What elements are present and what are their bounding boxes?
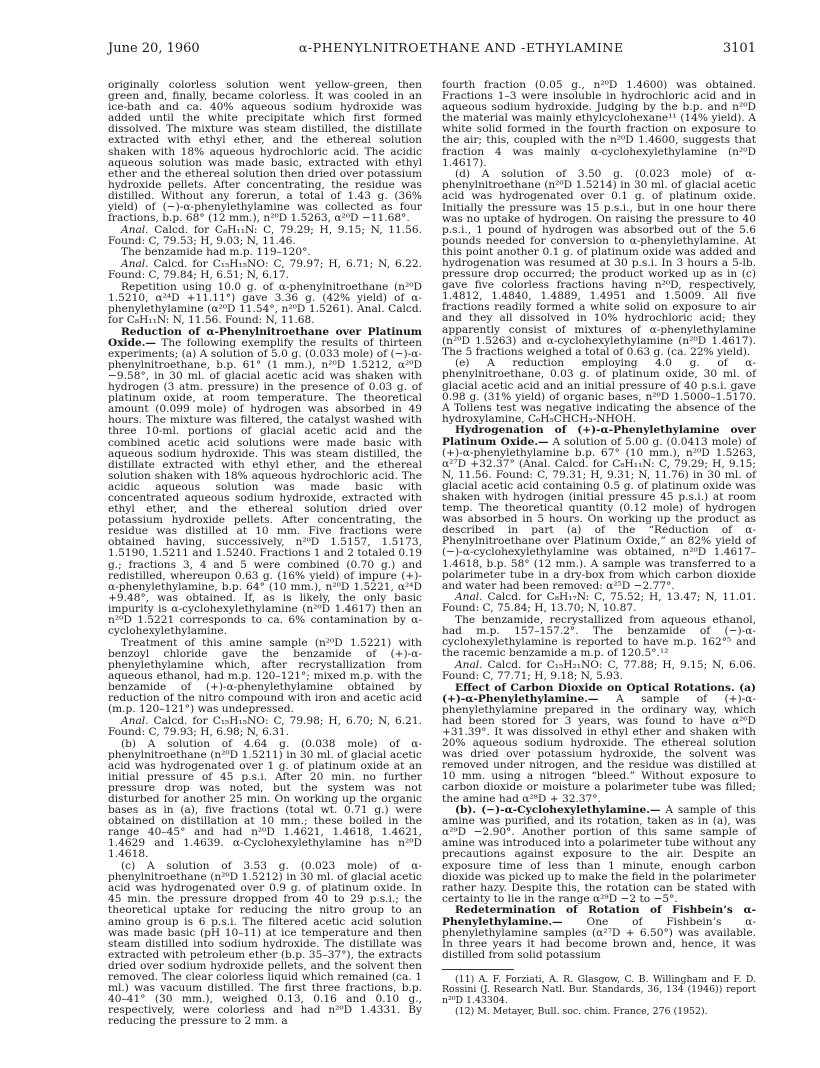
paragraph: Anal. Calcd. for C₁₅H₁₅NO: C, 79.97; H, 6.71; N, 6.22. Found: C, 79.84; H, 6.51; N, 6.17.	[108, 258, 422, 282]
section-paragraph: Effect of Carbon Dioxide on Optical Rotations. (a) (+)-α-Phenylethylamine.— A sample of (+)-α-phenylethylamine prepared in the ordinary way, which had been stored for 3 years, was found to have α²⁶D +31.39°. It was dissolved in ethyl ether and shaken with 20% aqueous sodium hydroxide. The ethereal solution was dried over potassium hydroxide, the solvent was removed under nitrogen, and the residue was distilled at 10 mm. using a nitrogen “bleed.” Without exposure to carbon dioxide or moisture a polarimeter tube was filled; the amine had α²⁸D + 32.37°.	[442, 681, 756, 805]
section-paragraph: Hydrogenation of (+)-α-Phenylethylamine over Platinum Oxide.— A solution of 5.00 g. (0.0413 mole) of (+)-α-phenylethylamine b.p. 67° (10 mm.), n²⁰D 1.5263, α²⁷D +32.37° (Anal. Calcd. for C₈H₁₁N: C, 79.29; H, 9.15; N, 11.56. Found: C, 79.31; H, 9.31; N, 11.76) in 30 ml. of glacial acetic acid containing 0.5 g. of platinum oxide was shaken with hydrogen (initial pressure 45 p.s.i.) at room temp. The theoretical quantity (0.12 mole) of hydrogen was absorbed in 5 hours. On working up the product as described in part (a) of the “Reduction of α-Phenylnitroethane over Platinum Oxide,” an 82% yield of (−)-α-cyclohexylethylamine was obtained, n²⁰D 1.4617–1.4618, b.p. 58° (12 mm.). A sample was transferred to a polarimeter tube in a dry-box from which carbon dioxide and water had been removed: α²⁵D −2.77°.	[442, 424, 757, 592]
header-page-number: 3101	[722, 41, 756, 56]
header-title: α-PHENYLNITROETHANE AND -ETHYLAMINE	[298, 40, 624, 55]
section-paragraph: (b). (−)-α-Cyclohexylethylamine.— A sample of this amine was purified, and its rotation, taken as in (a), was α²⁹D −2.90°. Another portion of this same sample of amine was introduced into a polarimeter tube without any precautions against exposure to the air. Despite an exposure time of less than 1 minute, enough carbon dioxide was picked up to make the field in the polarimeter rather hazy. Despite this, the rotation can be stated with certainty to lie in the range α²⁹D −2 to −5°.	[442, 804, 756, 905]
paragraph: The benzamide, recrystallized from aqueous ethanol, had m.p. 157–157.2°. The benzamide of (−)-α-cyclohexylethylamine is reported to have m.p. 162°⁵ and the racemic benzamide a m.p. of 120.5°.¹²	[442, 614, 756, 660]
section-heading: Effect of Carbon Dioxide on Optical Rotations. (a) (+)-α-Phenylethylamine.—	[442, 681, 756, 705]
section-heading: Reduction of α-Phenylnitroethane over Platinum Oxide.—	[108, 325, 422, 349]
paragraph: (e) A reduction employing 4.0 g. of α-phenylnitroethane, 0.03 g. of platinum oxide, 30 ml. of glacial acetic acid and an initial pressure of 40 p.s.i. gave 0.98 g. (31% yield) of organic bases, n²⁰D 1.5000–1.5170. A Tollens test was negative indicating the absence of the hydroxylamine, C₆H₅CHCH₃-NHOH.	[442, 357, 756, 425]
right-column	[442, 80, 756, 1018]
paragraph: Repetition using 10.0 g. of α-phenylnitroethane (n²⁰D 1.5210, α²⁴D +11.11°) gave 3.36 g. (42% yield) of α-phenylethylamine (α²⁰D 11.54°, n²⁰D 1.5261). Anal. Calcd. for C₈H₁₁N: N, 11.56. Found: N, 11.68.	[108, 280, 422, 326]
footnote: (12) M. Metayer, Bull. soc. chim. France, 276 (1952).	[455, 1005, 708, 1017]
section-heading: Redetermination of Rotation of Fishbein’s α-Phenylethylamine.—	[442, 904, 756, 928]
page-header	[108, 40, 756, 60]
section-heading: (b). (−)-α-Cyclohexylethylamine.—	[455, 804, 661, 817]
paragraph: Anal. Calcd. for C₈H₁₇N: C, 75.52; H, 13.47; N, 11.01. Found: C, 75.84; H, 13.70; N, 10.87.	[442, 591, 756, 615]
paragraph: Anal. Calcd. for C₈H₁₁N: C, 79.29; H, 9.15; N, 11.56. Found: C, 79.53; H, 9.03; N, 11.46.	[108, 223, 422, 247]
paragraph: Treatment of this amine sample (n²⁰D 1.5221) with benzoyl chloride gave the benzamide of (+)-α-phenylethylamine which, after recrystallization from aqueous ethanol, had m.p. 120–121°; mixed m.p. with the benzamide of (+)-α-phenylethylamine obtained by reduction of the nitro compound with iron and acetic acid (m.p. 120–121°) was undepressed.	[108, 636, 422, 716]
footnote-divider	[442, 969, 514, 970]
paragraph: originally colorless solution went yellow-green, then green and, finally, became colorless. It was cooled in an ice-bath and ca. 40% aqueous sodium hydroxide was added until the white precipitate which first formed dissolved. The mixture was steam distilled, the distillate extracted with ethyl ether, and the ethereal solution shaken with 18% aqueous hydrochloric acid. The acidic aqueous solution was made basic, extracted with ethyl ether and the ethereal solution then dried over potassium hydroxide pellets. After concentrating, the residue was distilled. Without any forerun, a total of 1.43 g. (36% yield) of (−)-α-phenylethylamine was collected as four fractions, b.p. 68° (12 mm.), n²⁰D 1.5263, α²⁰D −11.68°.	[108, 79, 422, 225]
paragraph: (b) A solution of 4.64 g. (0.038 mole) of α-phenylnitroethane (n²⁰D 1.5211) in 30 ml. of glacial acetic acid was hydrogenated over 1 g. of platinum oxide at an initial pressure of 45 p.s.i. After 20 min. no further pressure drop was noted, but the system was not disturbed for another 25 min. On working up the organic bases as in (a), five fractions (total wt. 0.71 g.) were obtained on distillation at 10 mm.; these boiled in the range 40–45° and had n²⁰D 1.4621, 1.4618, 1.4621, 1.4629 and 1.4639. α-Cyclohexylethylamine has n²⁰D 1.4618.	[108, 737, 422, 861]
header-date: June 20, 1960	[108, 41, 200, 56]
paragraph: Anal. Calcd. for C₁₅H₂₁NO: C, 77.88; H, 9.15; N, 6.06. Found: C, 77.71; H, 9.18; N, 5.93.	[442, 658, 756, 682]
paragraph: (c) A solution of 3.53 g. (0.023 mole) of α-phenylnitroethane (n²⁰D 1.5212) in 30 ml. of glacial acetic acid was hydrogenated over 0.9 g. of platinum oxide. In 45 min. the pressure dropped from 40 to 29 p.s.i.; the theoretical uptake for reducing the nitro group to an amino group is 6 p.s.i. The filtered acetic acid solution was made basic (pH 10–11) at ice temperature and then steam distilled into sodium hydroxide. The distillate was extracted with petroleum ether (b.p. 35–37°), the extracts dried over sodium hydroxide pellets, and the solvent then removed. The clear colorless liquid which remained (ca. 1 ml.) was vacuum distilled. The first three fractions, b.p. 40–41° (30 mm.), weighed 0.13, 0.16 and 0.10 g., respectively, were colorless and had n²⁰D 1.4331. By reducing the pressure to 2 mm. a	[108, 860, 422, 1028]
section-paragraph: Reduction of α-Phenylnitroethane over Platinum Oxide.— The following exemplify the results of thirteen experiments; (a) A solution of 5.0 g. (0.033 mole) of (−)-α-phenylnitroethane, b.p. 61° (1 mm.), n²⁰D 1.5212, α²⁰D −9.58°, in 30 ml. of glacial acetic acid was shaken with hydrogen (3 atm. pressure) in the presence of 0.03 g. of platinum oxide, at room temperature. The theoretical amount (0.099 mole) of hydrogen was absorbed in 49 hours. The mixture was filtered, the catalyst washed with three 10-ml. portions of glacial acetic acid and the combined acetic acid solutions were made basic with aqueous sodium hydroxide. This was steam distilled, the distillate extracted with ethyl ether, and the ethereal solution shaken with 18% aqueous hydrochloric acid. The acidic aqueous solution was made basic with concentrated aqueous sodium hydroxide, extracted with ethyl ether, and the ethereal solution dried over potassium hydroxide pellets. After concentrating, the residue was distilled at 10 mm. Five fractions were obtained having, successively, n²⁰D 1.5157, 1.5173, 1.5190, 1.5211 and 1.5240. Fractions 1 and 2 totaled 0.19 g.; fractions 3, 4 and 5 were combined (0.70 g.) and redistilled, whereupon 0.63 g. (16% yield) of impure (+)-α-phenylethylamine, b.p. 64° (10 mm.), n²⁰D 1.5221, α²⁴D +9.48°, was obtained. If, as is likely, the only basic impurity is α-cyclohexylethylamine (n²⁰D 1.4617) then an n²⁰D 1.5221 corresponds to ca. 6% contamination by α-cyclohexylethylamine.	[108, 325, 422, 638]
paragraph: Anal. Calcd. for C₁₅H₁₅NO: C, 79.98; H, 6.70; N, 6.21. Found: C, 79.93; H, 6.98; N, 6.31.	[108, 714, 422, 738]
paragraph: fourth fraction (0.05 g., n²⁰D 1.4600) was obtained. Fractions 1–3 were insoluble in hydrochloric acid and in aqueous sodium hydroxide. Judging by the b.p. and n²⁰D the material was mainly ethylcyclohexane¹¹ (14% yield). A white solid formed in the fourth fraction on exposure to the air; this, coupled with the n²⁰D 1.4600, suggests that fraction 4 was mainly α-cyclohexylethylamine (n²⁰D 1.4617).	[442, 79, 756, 169]
paragraph: The benzamide had m.p. 119–120°.	[121, 246, 311, 259]
footnote: (11) A. F. Forziati, A. R. Glasgow, C. B. Willingham and F. D. Rossini (J. Research Natl. Bur. Standards, 36, 134 (1946)) report n²⁰D 1.43304.	[442, 973, 756, 1006]
left-column	[108, 80, 422, 1028]
paragraph: (d) A solution of 3.50 g. (0.023 mole) of α-phenylnitroethane (n²⁰D 1.5214) in 30 ml. of glacial acetic acid was hydrogenated over 0.1 g. of platinum oxide. Initially the pressure was 15 p.s.i., but in one hour there was no uptake of hydrogen. On raising the pressure to 40 p.s.i., 1 pound of hydrogen was absorbed out of the 5.6 pounds needed for conversion to α-phenylethylamine. At this point another 0.1 g. of platinum oxide was added and hydrogenation was resumed at 30 p.s.i. In 3 hours a 5-lb. pressure drop occurred; the product worked up as in (c) gave five colorless fractions having n²⁰D, respectively, 1.4812, 1.4840, 1.4889, 1.4951 and 1.5009. All five fractions readily formed a white solid on exposure to air and they all dissolved in 10% hydrochloric acid; they apparently consist of mixtures of α-phenylethylamine (n²⁰D 1.5263) and α-cyclohexylethylamine (n²⁰D 1.4617). The 5 fractions weighed a total of 0.63 g. (ca. 22% yield).	[442, 168, 756, 358]
section-paragraph: Redetermination of Rotation of Fishbein’s α-Phenylethylamine.— One of Fishbein’s α-phenylethylamine samples (α²⁷D + 6.50°) was available. In three years it had become brown and, hence, it was distilled from solid potassium	[442, 904, 756, 961]
section-heading: Hydrogenation of (+)-α-Phenylethylamine over Platinum Oxide.—	[442, 424, 756, 448]
